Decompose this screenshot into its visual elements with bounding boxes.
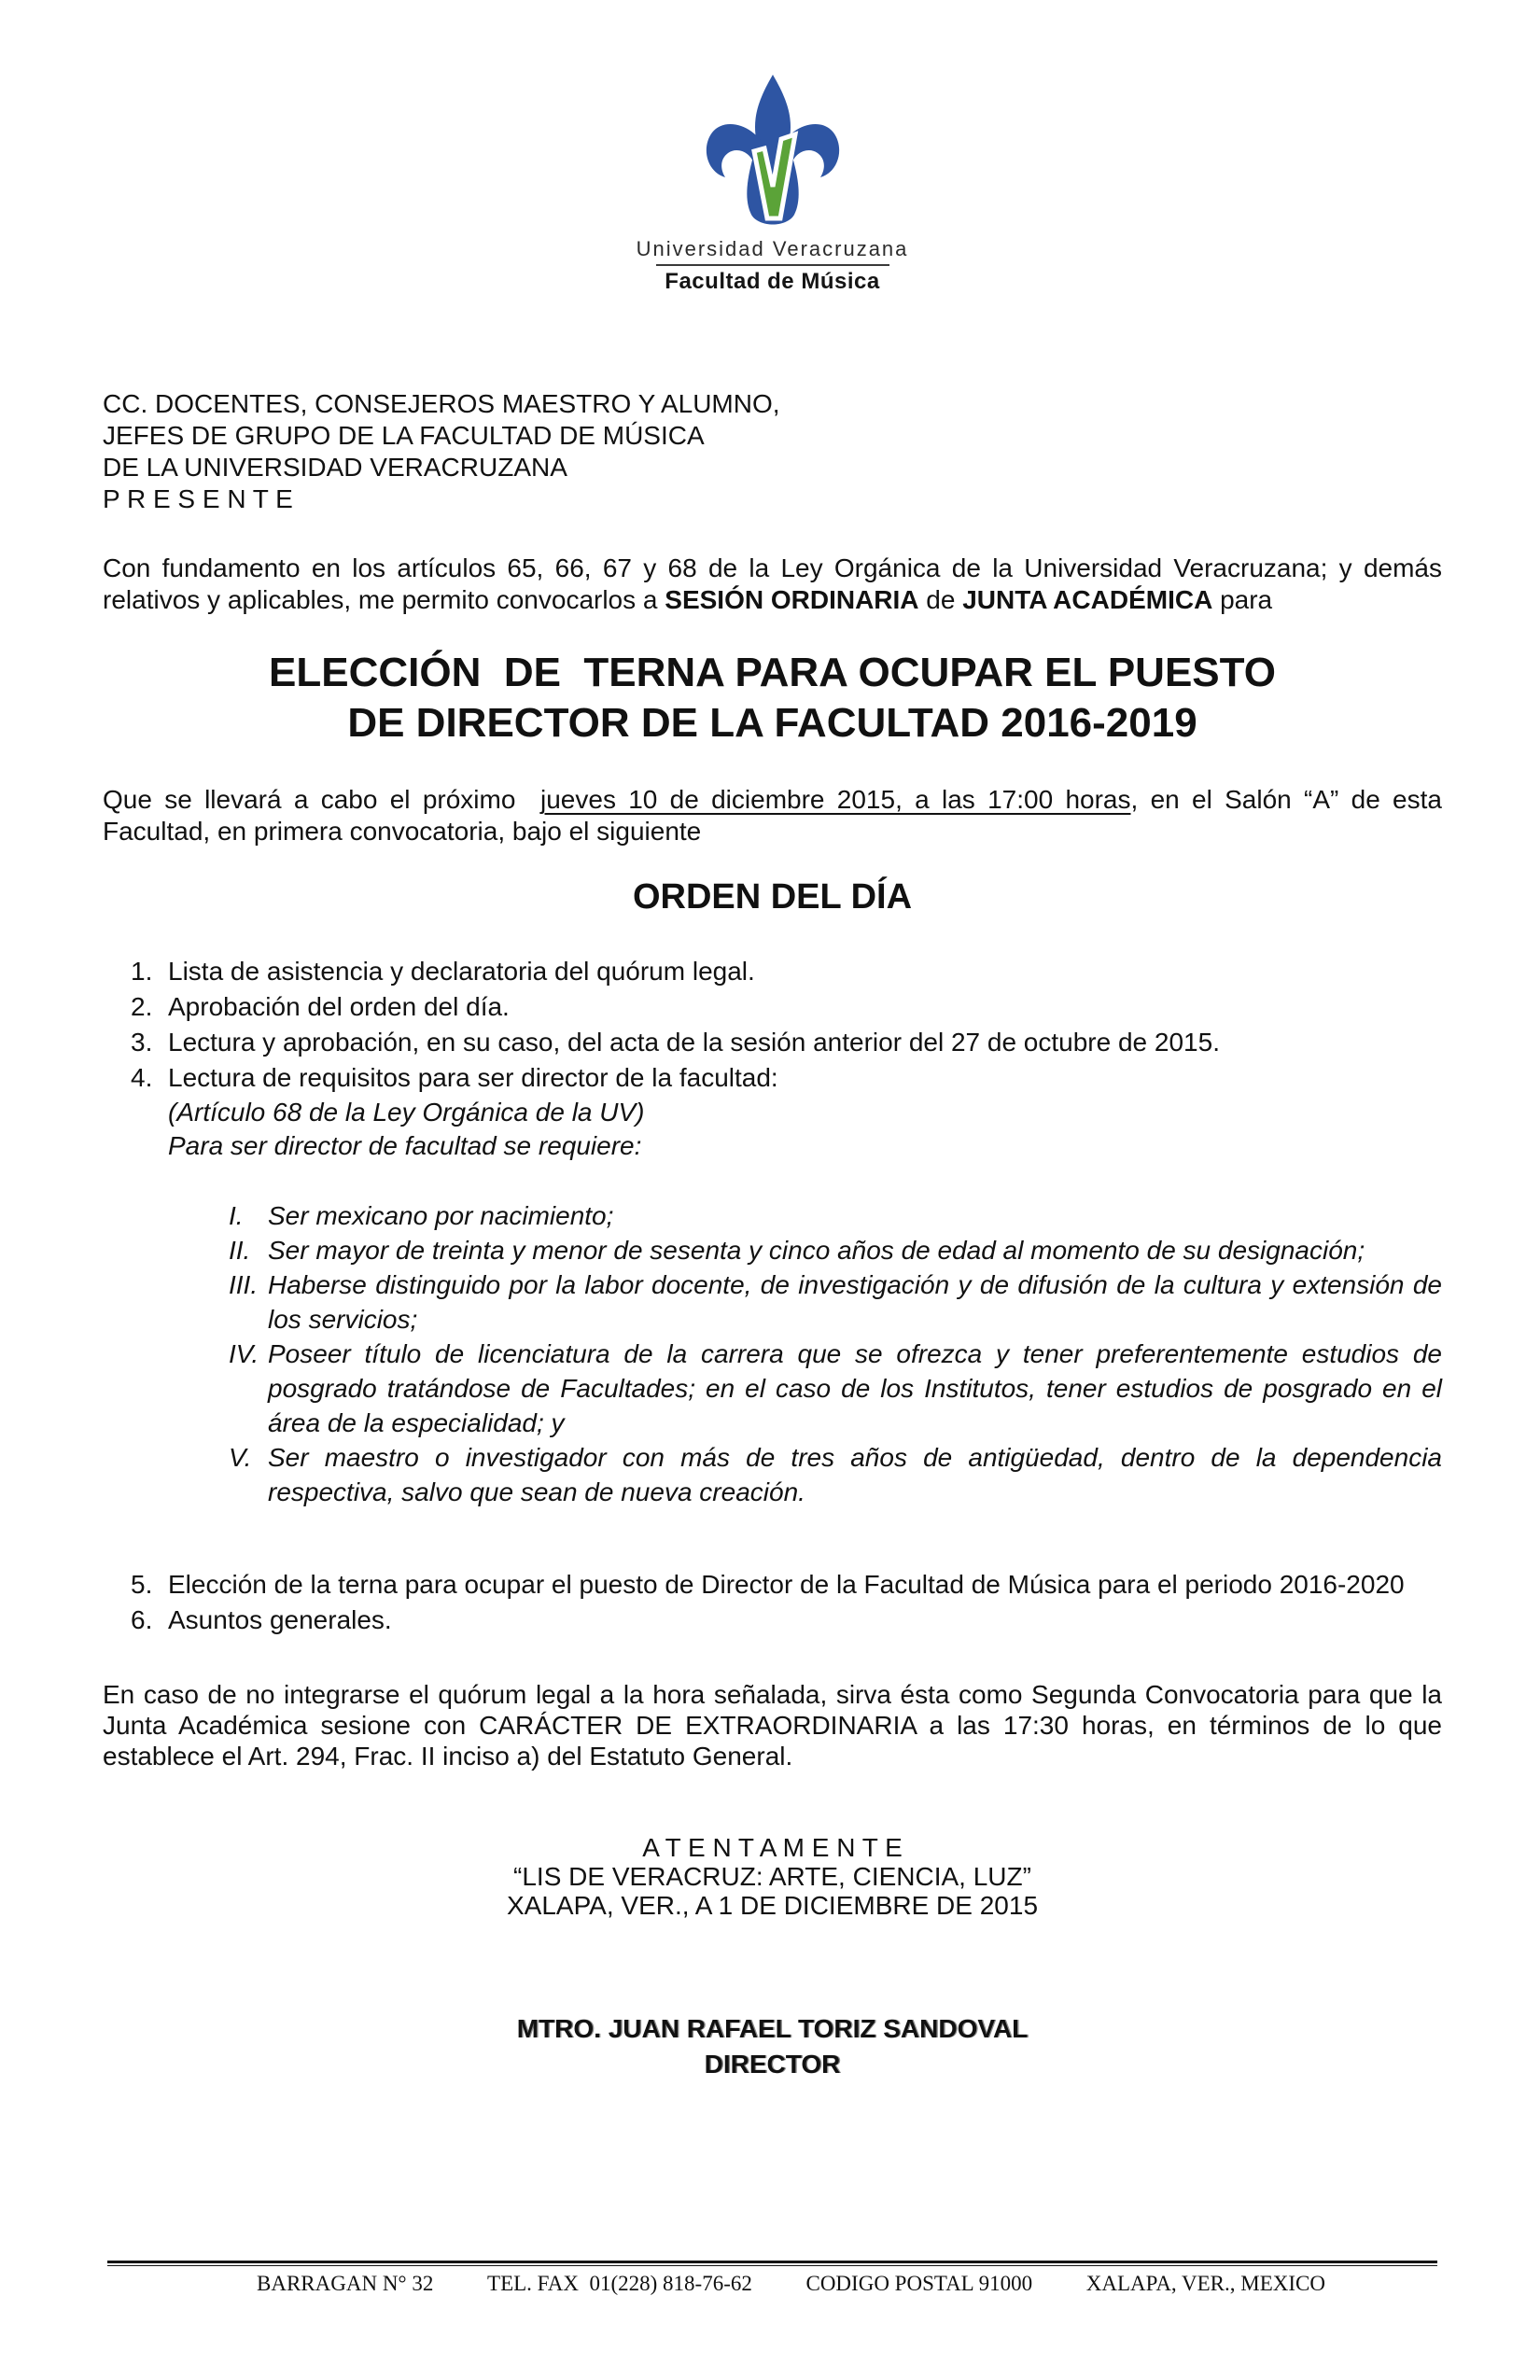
agenda-item-number: 3. [131, 1028, 153, 1057]
intro-text: de [918, 585, 963, 614]
requirement-text: Haberse distinguido por la labor docente, de investigación y de difusión de la cultura y extensión de los servicios; [268, 1270, 1442, 1334]
agenda-item-text: Aprobación del orden del día. [168, 992, 510, 1021]
document-title-line-1: ELECCIÓN DE TERNA PARA OCUPAR EL PUESTO [269, 650, 1276, 695]
uv-fleur-de-lis-logo-icon [703, 73, 843, 231]
meeting-text: , en el Salón “A” de esta Facultad, en primera convocatoria, bajo el siguiente [103, 785, 1449, 846]
agenda-item-4-note-requirements: Para ser director de facultad se requiere: [168, 1131, 642, 1160]
requirement-number: I. [229, 1201, 244, 1230]
requirement-text: Poseer título de licenciatura de la carrera que se ofrezca y tener preferentemente estudios de posgrado tratándose de Facultades; en el caso de los Institutos, tener estudios de posgrado en el área de la especialidad; y [268, 1339, 1442, 1437]
agenda-item-text: Lista de asistencia y declaratoria del quórum legal. [168, 957, 755, 986]
document-title [103, 648, 1442, 749]
agenda-item-text: Asuntos generales. [168, 1605, 392, 1634]
footer-postal-code: CODIGO POSTAL 91000 [805, 2272, 1033, 2295]
closing-place-date: XALAPA, VER., A 1 DE DICIEMBRE DE 2015 [506, 1891, 1039, 1920]
second-call-paragraph: En caso de no integrarse el quórum legal a la hora señalada, sirva ésta como Segunda Convocatoria para que la Junta Académica sesione con CARÁCTER DE EXTRAORDINARIA a las 17:30 horas, en términos de lo que establece el Art. 294, Frac. II inciso a) del Estatuto General. [103, 1680, 1442, 1771]
signer-title: DIRECTOR [704, 2050, 841, 2079]
letterhead [103, 73, 1442, 295]
requirement-text: Ser mayor de treinta y menor de sesenta y cinco años de edad al momento de su designación; [268, 1236, 1365, 1265]
requirement-number: II. [229, 1236, 251, 1265]
agenda-item-number: 6. [131, 1605, 153, 1634]
agenda-item-6 [131, 1603, 1442, 1638]
requirement-item-IV [229, 1337, 1442, 1440]
agenda-item-4-note-article: (Artículo 68 de la Ley Orgánica de la UV) [168, 1098, 645, 1127]
requirement-item-V [229, 1440, 1442, 1509]
meeting-date-underlined: jueves 10 de diciembre 2015, a las 17:00 horas [540, 785, 1131, 814]
meeting-text: Que se llevará a cabo el próximo [103, 785, 540, 814]
logo-divider [656, 264, 889, 266]
footer-phone: TEL. FAX 01(228) 818-76-62 [487, 2272, 752, 2295]
agenda-item-text: Lectura de requisitos para ser director de la facultad: [168, 1063, 778, 1092]
document-title-line-2: DE DIRECTOR DE LA FACULTAD 2016-2019 [347, 700, 1197, 746]
agenda-item-number: 4. [131, 1063, 153, 1092]
requirement-text: Ser mexicano por nacimiento; [268, 1201, 614, 1230]
footer-city: XALAPA, VER., MEXICO [1085, 2272, 1325, 2295]
requirements-list [103, 1198, 1442, 1509]
recipients-block [103, 388, 1442, 515]
agenda-item-text: Elección de la terna para ocupar el puesto de Director de la Facultad de Música para el periodo 2016-2020 [168, 1570, 1405, 1599]
requirement-text: Ser maestro o investigador con más de tres años de antigüedad, dentro de la dependencia respectiva, salvo que sean de nueva creación. [268, 1443, 1442, 1506]
agenda-item-number: 2. [131, 992, 153, 1021]
agenda-item-number: 1. [131, 957, 153, 986]
intro-text: para [1212, 585, 1273, 614]
logo-faculty-name: Facultad de Música [665, 269, 880, 294]
footer-contact-row [107, 2266, 1437, 2300]
page-footer [107, 2261, 1437, 2300]
requirement-number: IV. [229, 1339, 259, 1368]
requirement-item-II [229, 1233, 1442, 1267]
footer-address: BARRAGAN N° 32 [257, 2272, 434, 2295]
intro-bold-sesion-ordinaria: SESIÓN ORDINARIA [665, 585, 919, 614]
requirement-item-III [229, 1267, 1442, 1337]
meeting-details-paragraph [103, 784, 1449, 847]
agenda-item-2 [131, 989, 1442, 1025]
agenda-heading: ORDEN DEL DÍA [632, 877, 913, 917]
agenda-item-5 [131, 1567, 1442, 1603]
intro-text: Con fundamento en los artículos 65, 66, 67 y 68 de la Ley Orgánica de la Universidad Veracruzana; y demás relativos y aplicables, me permito convocarlos a [103, 553, 1442, 614]
intro-bold-junta-academica: JUNTA ACADÉMICA [962, 585, 1213, 614]
requirement-number: V. [229, 1443, 252, 1472]
agenda-list [103, 954, 1442, 1638]
signer-name: MTRO. JUAN RAFAEL TORIZ SANDOVAL [516, 2014, 1029, 2043]
agenda-item-1 [131, 954, 1442, 989]
logo-institution-name: Universidad Veracruzana [636, 237, 909, 260]
requirement-item-I [229, 1198, 1442, 1233]
closing-block [103, 1833, 1442, 1920]
recipient-line: CC. DOCENTES, CONSEJEROS MAESTRO Y ALUMNO, [103, 389, 780, 418]
agenda-item-3 [131, 1025, 1442, 1060]
signature-block [103, 2011, 1442, 2082]
agenda-item-number: 5. [131, 1570, 153, 1599]
recipient-line: JEFES DE GRUPO DE LA FACULTAD DE MÚSICA [103, 421, 705, 450]
closing-motto: “LIS DE VERACRUZ: ARTE, CIENCIA, LUZ” [513, 1862, 1031, 1891]
intro-paragraph [103, 553, 1442, 616]
agenda-item-text: Lectura y aprobación, en su caso, del acta de la sesión anterior del 27 de octubre de 2015. [168, 1028, 1220, 1057]
closing-atentamente: A T E N T A M E N T E [642, 1833, 903, 1862]
agenda-item-4 [131, 1060, 1442, 1096]
recipient-line-presente: P R E S E N T E [103, 484, 293, 513]
requirement-number: III. [229, 1270, 259, 1299]
recipient-line: DE LA UNIVERSIDAD VERACRUZANA [103, 453, 567, 482]
